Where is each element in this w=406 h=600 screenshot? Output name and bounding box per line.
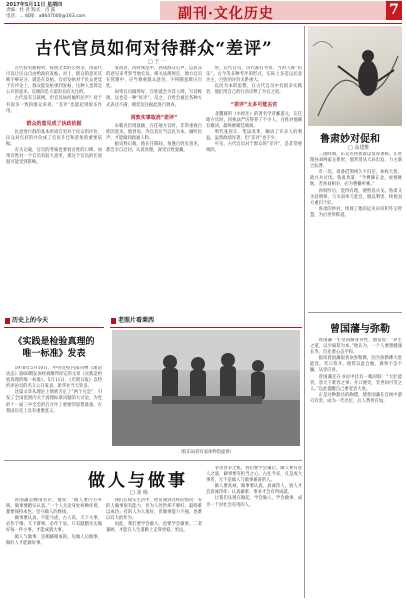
- history-label-text: 历史上的今天: [12, 317, 49, 324]
- essay-col1: [6, 498, 102, 596]
- paragraph: 因此，我们要学会做人，也要学会做事。二者兼顾，才能在人生道路上走得更稳、更远。: [106, 522, 202, 534]
- essay-col2: [106, 498, 202, 596]
- book-title-line: 唯一标准》发表: [22, 349, 86, 359]
- essay-byline: □ 刘 杨: [130, 490, 148, 496]
- poem-byline: □ 高建维: [348, 145, 370, 151]
- section-title: 副刊·文化历史: [178, 6, 274, 22]
- history-rule: [4, 327, 104, 328]
- paragraph: 曾国藩一生崇尚修身养性，他常说：“养生之道，以少恼怒为本。”他认为，一个人要想健康长寿，首先要心态平和。: [310, 338, 402, 356]
- paragraph: 三国时期，东吴名将鲁肃以宽厚著称。在处理孙刘两家关系时，他常常从大局出发，力主联合抗曹。: [310, 152, 402, 170]
- paragraph: 以民为本的思想，在古代官员中有很多实践者，他们用自己的行动诠释了为官之道。: [206, 84, 302, 96]
- photo-section-label: [110, 316, 302, 326]
- bottom-right-title: 曾国藩与弥勒: [330, 324, 390, 335]
- history-section-label: [4, 316, 104, 326]
- book-title-line: 《实践是检验真理的: [13, 337, 95, 347]
- photo-figures: [112, 330, 300, 446]
- paragraph: 曾国藩还在书房中挂有一幅对联：“大肚能容，容天下难容之事；开口便笑，笑世间可笑之人。”以此提醒自己要宽容大度。: [310, 374, 402, 392]
- paragraph: 鲁肃的妙对，体现了他的远见卓识和外交智慧，为后世所称道。: [310, 206, 402, 218]
- paragraph: 宋朝名臣周敦颐，在任地方官时，非常重视百姓的意见。他曾说，为官者应当以民为本，倾听民声，才能做到政通人和。: [106, 123, 202, 141]
- lead-subhead-2: 周敦实事取消“差评”: [130, 114, 178, 121]
- paragraph: 有一次，刘备借荆州久不归还，孙权大怒，欲兴兵讨伐。鲁肃劝道：“今曹操在北，虎视眈眈，若孙刘相争，必为曹操所乘。”: [310, 170, 402, 188]
- bottom-right-body: [310, 338, 402, 596]
- paragraph: 发动者，同时规范中，孙成群众心声，以民众的意见来考察当地官员。相关法规规定，地方官员在管理中，应当尊重群众意见，不得随意欺压百姓。: [106, 66, 202, 90]
- paragraph: 曾国藩是晚清名臣，他说：“做人要内方外圆，做事要踏实认真。”一个人无论身处何种环境，都要保持本色，坚守做人的底线。: [6, 498, 102, 516]
- paragraph: 正是这种豁达的胸襟，使曾国藩在官场中游刃有余，成为一代名臣，后人赞誉有加。: [310, 392, 402, 404]
- old-photo: [112, 330, 300, 446]
- lead-col1: [6, 66, 102, 312]
- history-body: [6, 366, 102, 456]
- lead-subhead-3: “差评”太多可能丢官: [230, 102, 278, 109]
- paragraph: 做人要真诚，做事要认真。真诚待人，别人才会真诚待你；认真做事，事业才会有所成就。: [206, 484, 302, 496]
- date-line: 2017年5月11日 星期四: [6, 2, 63, 8]
- painting-art: [308, 26, 402, 126]
- lead-subhead-1: 群众的意见成了执政依据: [26, 120, 82, 127]
- paragraph: 争功善争之机，我们要学会谦让。做人要有容人之量，做事要有担当之心。古往今来，凡是成大事者，无不是做人与做事兼备的人。: [206, 466, 302, 484]
- poem-title: 鲁肃妙对促和: [320, 134, 380, 145]
- essay-col3: [206, 466, 302, 596]
- paragraph: 有关记载，官员的考核也要看百姓的口碑，如果百姓对一个官员有较大意见，那这个官员的仕途很可能受到影响。: [6, 148, 102, 166]
- paragraph: 如果官员做得好，百姓就会为其立碑、写诗称颂，这也是一种“好评”。反之，百姓会通过各种方式表达不满，朝廷往往据此进行调查。: [106, 90, 202, 108]
- paragraph: 这篇文章从理论上彻底否定了“两个凡是”，引发了全国范围内关于真理标准问题的大讨论，为党的十一届三中全会的召开作了重要的思想准备，在我国历史上具有重要意义。: [6, 390, 102, 414]
- photo-label-text: 老照片看莱西: [118, 317, 155, 324]
- right-divider: [308, 312, 402, 313]
- masthead-rule: [4, 23, 402, 24]
- paragraph: 明代张居正，变法改革，触动了许多人的利益，虽然政绩显著，但“差评”也不少。: [206, 129, 302, 141]
- essay-title: 做人与做事: [88, 471, 188, 491]
- lead-title: 古代官员如何对待群众“差评”: [35, 39, 273, 59]
- paragraph: 民意进行群的基本形成官吏对于民众的评价，民众对官府的评价成了官员升迁和罢免的重要依据。: [6, 129, 102, 148]
- page-number: 7: [386, 1, 402, 20]
- paragraph: 孙权听后，觉得有理，便暂息兵戈。鲁肃又亲赴荆州，与关羽单刀赴会，晓以利害，终使双方重归于好。: [310, 188, 402, 206]
- paragraph: 我们在现实生活中，经常遇到这样的情况：有的人做事很有能力，但为人处世却不够好，最终难以成功；有的人为人很好，但做事能力不强，也难以有大的作为。: [106, 498, 202, 522]
- column-divider: [304, 26, 305, 598]
- paragraph: 帮，后代官员，历代都有考察，当时人称“伯乐”。古今等多种考评的形式，实际上多是以民意为主，百姓的评价关系重大。: [206, 66, 302, 84]
- masthead: [0, 0, 406, 22]
- essay-divider: [4, 460, 302, 461]
- lead-col2: [106, 66, 202, 312]
- history-book-title: [4, 336, 104, 360]
- paragraph: 古代役吏催税时，按照之类的公函等，由前代可以让民众自由给政府发帖。对上，群众的意见反映不够充分，就是在发帖。官府发帖对于民众更觉于在评论上，群众能发帖事到发帖，这种人也算是公开的意见，反映的是大家的官府关注的。: [6, 66, 102, 96]
- email-line: 电话：... 邮箱：a8647000@163.com: [6, 14, 86, 19]
- paragraph: 可见，古代官员对于群众的“差评”，是非常重视的。: [206, 142, 302, 154]
- paragraph: 据史料记载，他在任期间，每逢百姓有意见，都会亲自过问，认真处理，深受百姓爱戴。: [106, 142, 202, 154]
- ink-painting: [308, 26, 402, 126]
- paragraph: 据说曾国藩很喜欢弥勒佛，因为弥勒佛大肚能容，笑口常开。他常以此自勉，遇事不急不躁，从容应对。: [310, 356, 402, 374]
- lead-col3: [206, 66, 302, 312]
- photo-caption: （股东局持有家体物馆提供）: [178, 450, 234, 455]
- masthead-info: [6, 2, 86, 20]
- paragraph: 古代没有互联网，但官员如何倾听民声？对于有很多一致的群众来说，“差评”也能起到很多作用。: [6, 96, 102, 114]
- paragraph: 让我们从现在做起，学会做人，学会做事，成为一个对社会有用的人。: [206, 496, 302, 508]
- paragraph: 1978年5月10日，中央党校内部刊物《理论动态》第60期发表经胡耀邦审定的文章《实践是检验真理的唯一标准》。5月11日，《光明日报》以特约评论员的名义公开发表，新华社当天转发。: [6, 366, 102, 390]
- paragraph: 做事要认真，不能马虎。古人说，天下大事，必作于细；天下难事，必作于易。只有踏踏实实做好每一件小事，才能成就大事。: [6, 516, 102, 534]
- photo-rule: [110, 327, 302, 328]
- paragraph: 北魏赛的《水经注》的著名学者郦道元，在任地方官时，因执法严厉得罪了不少人，百姓对他颇有微词，最终被朝廷调离。: [206, 111, 302, 129]
- paragraph: 做人与做事，是相辅相成的。先做人后做事，做好人才能做好事。: [6, 534, 102, 546]
- lead-byline: □ 王 一: [148, 59, 166, 65]
- poem-body: [310, 152, 402, 320]
- editor-line: 责编：杜 君 版式：肖 露: [6, 8, 56, 13]
